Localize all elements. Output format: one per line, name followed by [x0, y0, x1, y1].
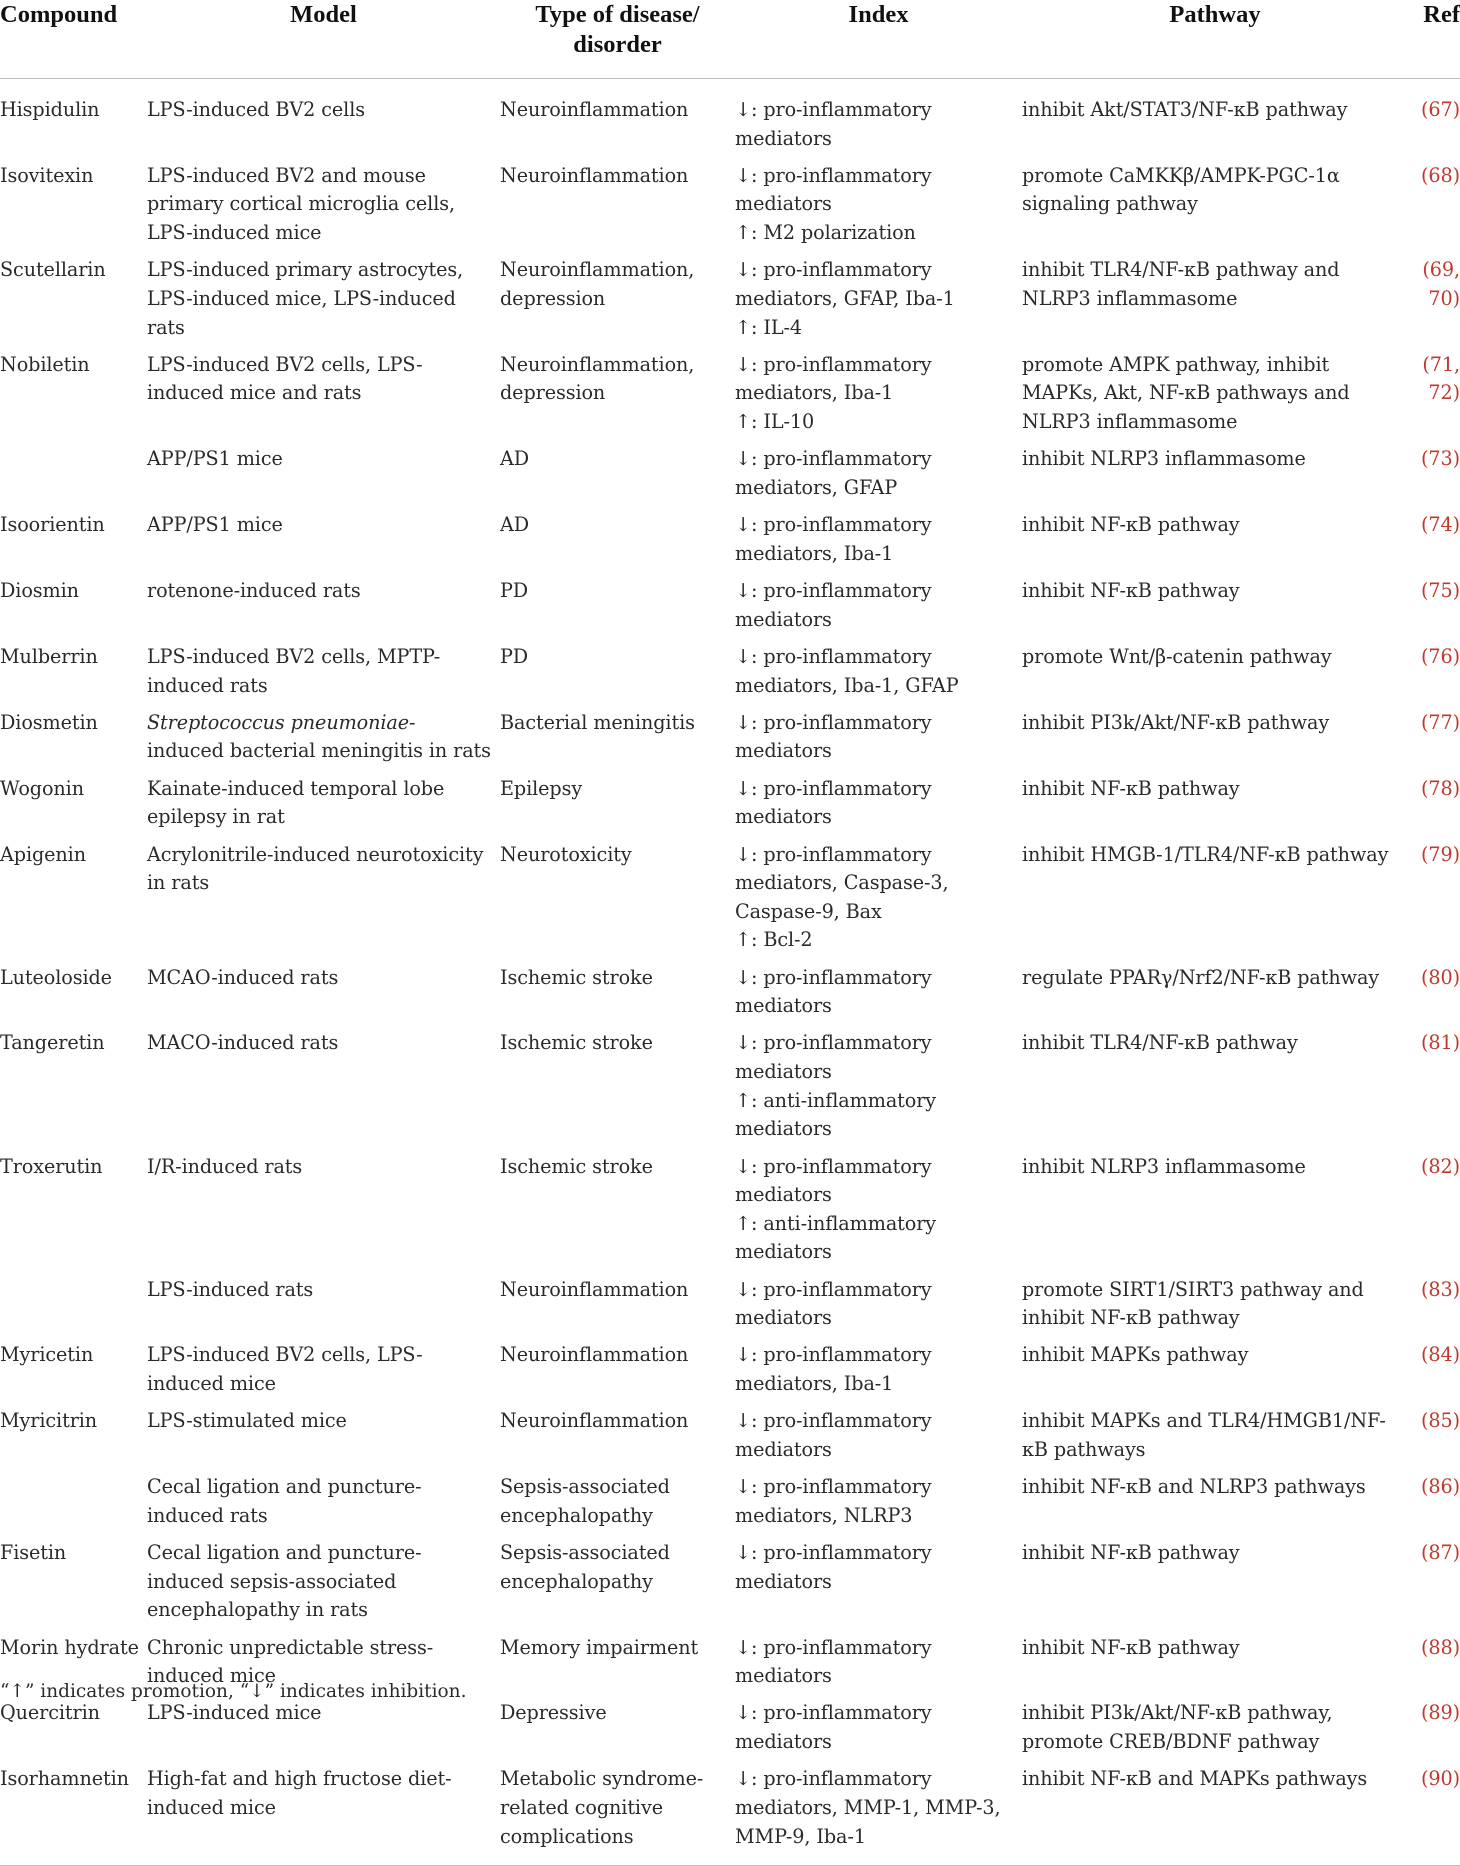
- cell-index: [735, 1699, 1022, 1765]
- cell-model: [147, 162, 500, 256]
- cell-compound: Apigenin: [0, 842, 86, 866]
- cell-disease: Ischemic stroke: [500, 1031, 653, 1055]
- cell-ref: (78): [1421, 776, 1460, 800]
- cell-pathway: inhibit NLRP3 inflammasome: [1022, 1154, 1306, 1178]
- model-text: LPS-induced BV2 and mouse primary cortical microglia cells, LPS-induced mice: [147, 163, 455, 245]
- cell-index: [735, 351, 1022, 445]
- index-line: ↓: pro-inflammatory mediators: [735, 710, 932, 763]
- index-line: ↓: pro-inflammatory mediators, MMP-1, MMP-3, MMP-9, Iba-1: [735, 1767, 1001, 1848]
- cell-ref: (67): [1421, 98, 1460, 121]
- cell-index: [735, 1341, 1022, 1407]
- table-row: [0, 1699, 1460, 1765]
- cell-pathway: inhibit NF-κB pathway: [1022, 1541, 1240, 1565]
- cell-index: [735, 511, 1022, 577]
- column-header-disease: Type of disease/ disorder: [500, 0, 735, 79]
- cell-compound: Morin hydrate: [0, 1635, 139, 1659]
- cell-compound: [0, 445, 147, 511]
- cell-index: [735, 1634, 1022, 1700]
- cell-disease: Neuroinflammation: [500, 98, 689, 121]
- cell-disease: Neurotoxicity: [500, 842, 632, 866]
- table-row: [0, 1407, 1460, 1473]
- cell-index: [735, 577, 1022, 643]
- cell-ref: (88): [1421, 1635, 1460, 1659]
- cell-compound: Diosmin: [0, 579, 79, 603]
- cell-index: [735, 79, 1022, 162]
- index-line: ↓: pro-inflammatory mediators: [735, 163, 932, 216]
- model-text: APP/PS1 mice: [147, 447, 283, 471]
- cell-pathway: inhibit HMGB-1/TLR4/NF-κB pathway: [1022, 842, 1389, 866]
- table-row: [0, 841, 1460, 964]
- cell-ref: (81): [1421, 1031, 1460, 1055]
- index-line: ↑: anti-inflammatory mediators: [735, 1211, 937, 1264]
- model-text: LPS-induced BV2 cells, LPS-induced mice and rats: [147, 352, 423, 405]
- cell-pathway: promote Wnt/β-catenin pathway: [1022, 644, 1332, 668]
- cell-index: [735, 1539, 1022, 1633]
- cell-ref: (73): [1421, 447, 1460, 471]
- table-row: [0, 162, 1460, 256]
- cell-index: [735, 162, 1022, 256]
- cell-ref: (80): [1421, 965, 1460, 989]
- index-line: ↓: pro-inflammatory mediators: [735, 1154, 932, 1207]
- table-footnote: “↑” indicates promotion, “↓” indicates inhibition.: [0, 1681, 467, 1702]
- index-line: ↓: pro-inflammatory mediators: [735, 1635, 932, 1688]
- cell-pathway: inhibit NF-κB and MAPKs pathways: [1022, 1765, 1408, 1865]
- cell-ref: (86): [1421, 1475, 1460, 1499]
- column-header-ref: Ref: [1408, 0, 1460, 79]
- cell-model: [147, 643, 500, 709]
- cell-model: [147, 1765, 500, 1865]
- cell-compound: Fisetin: [0, 1541, 67, 1565]
- cell-compound: [0, 1473, 147, 1539]
- cell-pathway: inhibit NF-κB and NLRP3 pathways: [1022, 1475, 1366, 1499]
- cell-model: [147, 351, 500, 445]
- cell-model: [147, 775, 500, 841]
- cell-ref: (75): [1421, 579, 1460, 603]
- table-row: [0, 511, 1460, 577]
- cell-index: [735, 1765, 1022, 1865]
- table-header-row: [0, 0, 1460, 79]
- table-row: [0, 1153, 1460, 1276]
- cell-disease: Metabolic syndrome-related cognitive complications: [500, 1765, 735, 1865]
- cell-model: [147, 1341, 500, 1407]
- table-body: [0, 79, 1460, 1866]
- cell-ref: (82): [1421, 1154, 1460, 1178]
- cell-index: [735, 256, 1022, 350]
- column-header-pathway: Pathway: [1022, 0, 1408, 79]
- cell-pathway: inhibit NF-κB pathway: [1022, 513, 1240, 537]
- table-row: [0, 1539, 1460, 1633]
- cell-model: [147, 709, 500, 775]
- column-header-model: Model: [147, 0, 500, 79]
- cell-disease: Ischemic stroke: [500, 965, 653, 989]
- table-row: [0, 351, 1460, 445]
- model-text: APP/PS1 mice: [147, 513, 283, 537]
- cell-pathway: promote AMPK pathway, inhibit MAPKs, Akt, NF-κB pathways and NLRP3 inflammasome: [1022, 352, 1350, 433]
- column-header-index: Index: [735, 0, 1022, 79]
- index-line: ↓: pro-inflammatory mediators: [735, 1031, 932, 1084]
- cell-compound: Hispidulin: [0, 98, 100, 121]
- index-line: ↓: pro-inflammatory mediators, GFAP, Iba-1: [735, 258, 955, 310]
- cell-index: [735, 445, 1022, 511]
- cell-model: [147, 1407, 500, 1473]
- cell-compound: Myricetin: [0, 1343, 94, 1367]
- cell-ref: (87): [1421, 1541, 1460, 1565]
- cell-index: [735, 709, 1022, 775]
- cell-ref: (77): [1421, 710, 1460, 734]
- model-text: Kainate-induced temporal lobe epilepsy in rat: [147, 776, 445, 829]
- table-row: [0, 1341, 1460, 1407]
- cell-model: [147, 79, 500, 162]
- model-text: Chronic unpredictable stress-induced mice: [147, 1635, 434, 1688]
- cell-disease: Neuroinflammation: [500, 163, 689, 187]
- index-line: ↑: Bcl-2: [735, 928, 813, 952]
- cell-ref: (76): [1421, 644, 1460, 668]
- cell-pathway: promote SIRT1/SIRT3 pathway and inhibit NF-κB pathway: [1022, 1277, 1364, 1330]
- cell-ref: (84): [1421, 1343, 1460, 1367]
- model-text: LPS-induced BV2 cells, LPS-induced mice: [147, 1343, 423, 1396]
- index-line: ↑: M2 polarization: [735, 221, 916, 245]
- cell-disease: PD: [500, 644, 529, 668]
- cell-pathway: regulate PPARγ/Nrf2/NF-κB pathway: [1022, 965, 1380, 989]
- cell-pathway: inhibit PI3k/Akt/NF-κB pathway, promote CREB/BDNF pathway: [1022, 1701, 1333, 1754]
- table-row: [0, 445, 1460, 511]
- cell-disease: AD: [500, 513, 530, 537]
- cell-index: [735, 775, 1022, 841]
- index-line: ↑: anti-inflammatory mediators: [735, 1088, 937, 1141]
- table-row: [0, 964, 1460, 1030]
- model-species-italic: Streptococcus pneumoniae: [147, 710, 410, 734]
- model-text: MCAO-induced rats: [147, 965, 339, 989]
- cell-pathway: inhibit NF-κB pathway: [1022, 776, 1240, 800]
- model-text: Cecal ligation and puncture-induced sepsis-associated encephalopathy in rats: [147, 1541, 422, 1622]
- cell-compound: [0, 1276, 147, 1342]
- table-row: [0, 79, 1460, 162]
- index-line: ↓: pro-inflammatory mediators, Iba-1: [735, 513, 932, 565]
- cell-compound: Diosmetin: [0, 710, 98, 734]
- model-text: LPS-induced mice: [147, 1701, 322, 1725]
- cell-model: [147, 577, 500, 643]
- cell-compound: Isoorientin: [0, 513, 105, 537]
- cell-ref: (68): [1421, 163, 1460, 187]
- cell-disease: AD: [500, 447, 530, 471]
- cell-compound: Isorhamnetin: [0, 1765, 147, 1865]
- index-line: ↓: pro-inflammatory mediators: [735, 965, 932, 1018]
- index-line: ↓: pro-inflammatory mediators, GFAP: [735, 447, 932, 499]
- cell-pathway: inhibit TLR4/NF-κB pathway: [1022, 1031, 1298, 1055]
- cell-ref: (90): [1408, 1765, 1460, 1865]
- cell-model: [147, 1029, 500, 1152]
- table-row: [0, 1029, 1460, 1152]
- cell-compound: Tangeretin: [0, 1031, 105, 1055]
- cell-index: [735, 1029, 1022, 1152]
- table-row: [0, 775, 1460, 841]
- cell-model: [147, 841, 500, 964]
- cell-pathway: inhibit MAPKs and TLR4/HMGB1/NF-κB pathways: [1022, 1409, 1386, 1461]
- cell-index: [735, 643, 1022, 709]
- index-line: ↓: pro-inflammatory mediators, Caspase-3, Caspase-9, Bax: [735, 842, 949, 923]
- model-text: LPS-induced rats: [147, 1277, 314, 1301]
- column-header-compound: Compound: [0, 0, 147, 79]
- table-row: [0, 1473, 1460, 1539]
- cell-model: [147, 1473, 500, 1539]
- index-line: ↓: pro-inflammatory mediators: [735, 579, 932, 631]
- model-text: LPS-induced BV2 cells: [147, 98, 365, 121]
- model-text: MACO-induced rats: [147, 1031, 339, 1055]
- cell-disease: PD: [500, 579, 529, 603]
- cell-model: [147, 511, 500, 577]
- cell-disease: Neuroinflammation, depression: [500, 352, 695, 405]
- model-text: LPS-induced BV2 cells, MPTP-induced rats: [147, 644, 441, 697]
- cell-index: [735, 1276, 1022, 1342]
- cell-pathway: inhibit TLR4/NF-κB pathway and NLRP3 inflammasome: [1022, 258, 1340, 310]
- cell-model: [147, 964, 500, 1030]
- cell-index: [735, 1153, 1022, 1276]
- cell-disease: Neuroinflammation: [500, 1343, 689, 1367]
- cell-ref: (89): [1421, 1701, 1460, 1725]
- index-line: ↓: pro-inflammatory mediators: [735, 1701, 932, 1754]
- cell-model: [147, 1276, 500, 1342]
- cell-pathway: promote CaMKKβ/AMPK-PGC-1α signaling pathway: [1022, 163, 1340, 216]
- cell-index: [735, 964, 1022, 1030]
- cell-index: [735, 1473, 1022, 1539]
- cell-disease: Sepsis-associated encephalopathy: [500, 1541, 670, 1593]
- cell-disease: Neuroinflammation: [500, 1409, 689, 1433]
- cell-model: [147, 445, 500, 511]
- model-text: LPS-stimulated mice: [147, 1409, 347, 1433]
- cell-model: [147, 1153, 500, 1276]
- index-line: ↓: pro-inflammatory mediators: [735, 1541, 932, 1593]
- cell-disease: Neuroinflammation: [500, 1277, 689, 1301]
- model-text: Acrylonitrile-induced neurotoxicity in rats: [147, 842, 484, 895]
- cell-ref: (83): [1421, 1277, 1460, 1301]
- model-text: I/R-induced rats: [147, 1154, 303, 1178]
- cell-index: [735, 1407, 1022, 1473]
- cell-compound: Luteoloside: [0, 965, 112, 989]
- model-text: -induced bacterial meningitis in rats: [147, 710, 491, 763]
- cell-model: [147, 1699, 500, 1765]
- cell-ref: (85): [1421, 1409, 1460, 1433]
- table-row: [0, 709, 1460, 775]
- model-text: rotenone-induced rats: [147, 579, 361, 603]
- cell-disease: Memory impairment: [500, 1635, 699, 1659]
- index-line: ↑: IL-10: [735, 410, 815, 433]
- model-text: Cecal ligation and puncture-induced rats: [147, 1475, 422, 1527]
- cell-compound: Mulberrin: [0, 644, 98, 668]
- cell-pathway: inhibit MAPKs pathway: [1022, 1343, 1249, 1367]
- cell-compound: Isovitexin: [0, 163, 94, 187]
- table-row: [0, 1276, 1460, 1342]
- table-row: [0, 643, 1460, 709]
- cell-compound: Nobiletin: [0, 352, 90, 376]
- table-row: [0, 256, 1460, 350]
- cell-pathway: inhibit NLRP3 inflammasome: [1022, 447, 1306, 471]
- model-text: LPS-induced primary astrocytes, LPS-induced mice, LPS-induced rats: [147, 258, 464, 339]
- index-line: ↓: pro-inflammatory mediators, Iba-1: [735, 352, 932, 405]
- cell-ref: (71, 72): [1422, 352, 1460, 405]
- cell-ref: (79): [1421, 842, 1460, 866]
- cell-pathway: inhibit NF-κB pathway: [1022, 1635, 1240, 1659]
- cell-disease: Epilepsy: [500, 776, 583, 800]
- cell-pathway: inhibit NF-κB pathway: [1022, 579, 1240, 603]
- index-line: ↓: pro-inflammatory mediators, Iba-1: [735, 1343, 932, 1396]
- index-line: ↓: pro-inflammatory mediators: [735, 98, 932, 150]
- cell-pathway: inhibit PI3k/Akt/NF-κB pathway: [1022, 710, 1330, 734]
- index-line: ↓: pro-inflammatory mediators: [735, 1277, 932, 1330]
- cell-disease: Bacterial meningitis: [500, 710, 695, 734]
- cell-disease: Depressive: [500, 1701, 607, 1725]
- index-line: ↑: IL-4: [735, 315, 802, 339]
- index-line: ↓: pro-inflammatory mediators, Iba-1, GFAP: [735, 644, 959, 697]
- model-text: High-fat and high fructose diet-induced mice: [147, 1767, 452, 1819]
- table-row: [0, 1765, 1460, 1865]
- index-line: ↓: pro-inflammatory mediators: [735, 1409, 932, 1461]
- cell-model: [147, 256, 500, 350]
- index-line: ↓: pro-inflammatory mediators, NLRP3: [735, 1475, 932, 1527]
- cell-ref: (74): [1421, 513, 1460, 537]
- cell-disease: Ischemic stroke: [500, 1154, 653, 1178]
- cell-pathway: inhibit Akt/STAT3/NF-κB pathway: [1022, 98, 1348, 121]
- cell-compound: Wogonin: [0, 776, 84, 800]
- cell-compound: Scutellarin: [0, 258, 106, 282]
- cell-disease: Sepsis-associated encephalopathy: [500, 1475, 670, 1527]
- cell-index: [735, 841, 1022, 964]
- cell-model: [147, 1539, 500, 1633]
- table-row: [0, 577, 1460, 643]
- cell-ref: (69, 70): [1422, 258, 1460, 310]
- cell-compound: Myricitrin: [0, 1409, 98, 1433]
- cell-compound: Quercitrin: [0, 1701, 100, 1725]
- cell-disease: Neuroinflammation, depression: [500, 258, 695, 310]
- cell-compound: Troxerutin: [0, 1154, 103, 1178]
- index-line: ↓: pro-inflammatory mediators: [735, 776, 932, 829]
